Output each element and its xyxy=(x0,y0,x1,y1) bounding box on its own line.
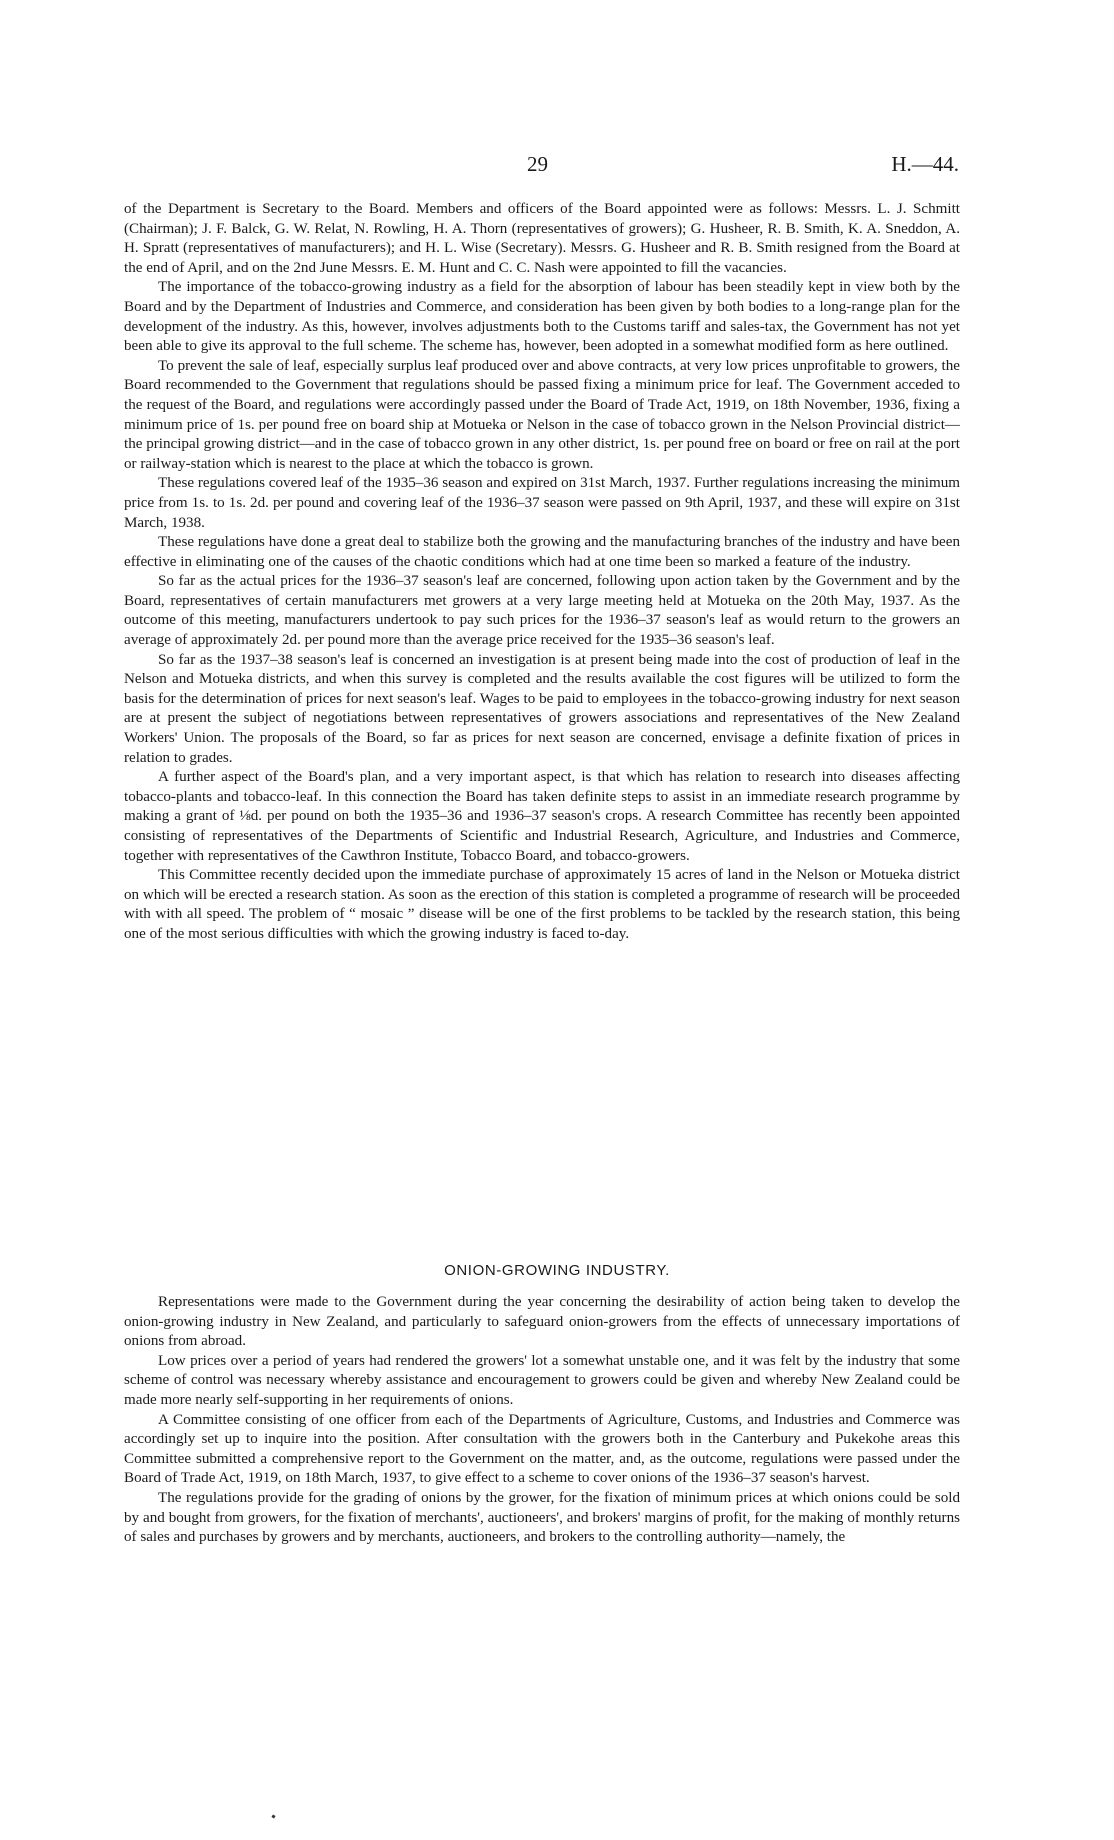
paragraph: These regulations have done a great deal to stabilize both the growing and the manufacturing branches of the industry and have been effective in eliminating one of the causes of the chaotic conditions which had at one time been so marked a feature of the industry. xyxy=(124,534,960,570)
page-number: 29 xyxy=(527,152,548,176)
paragraph: Low prices over a period of years had rendered the growers' lot a somewhat unstable one, and it was felt by the industry that some scheme of control was necessary whereby assistance and encouragement to growers could be given and whereby New Zealand could be made more nearly self-supporting in her requirements of onions. xyxy=(124,1352,960,1408)
paragraph: So far as the actual prices for the 1936–37 season's leaf are concerned, following upon action taken by the Government and by the Board, representatives of certain manufacturers met growers at a very large meeting held at Motueka on the 20th May, 1937. As the outcome of this meeting, manufacturers undertook to pay such prices for the 1936–37 season's leaf as would return to the growers an average of approximately 2d. per pound more than the average price received for the 1935–36 season's leaf. xyxy=(124,573,960,649)
paragraph: The regulations provide for the grading of onions by the grower, for the fixation of minimum prices at which onions could be sold by and bought from growers, for the fixation of merchants', auctioneers', and brokers' margins of profit, for the making of monthly returns of sales and purchases by growers and by merchants, auctioneers, and brokers to the controlling authority—namely, the xyxy=(124,1489,960,1546)
document-reference: H.—44. xyxy=(891,152,959,176)
paragraph: A further aspect of the Board's plan, and a very important aspect, is that which has relation to research into diseases affecting tobacco-plants and tobacco-leaf. In this connection the Board has taken definite steps to assist in an immediate research programme by making a grant of ⅛d. per pound on both the 1935–36 and 1936–37 season's crops. A research Committee has recently been appointed consisting of representatives of the Departments of Scientific and Industrial Research, Agriculture, and Industries and Commerce, together with representatives of the Cawthron Institute, Tobacco Board, and tobacco-growers. xyxy=(124,769,960,864)
paragraph: This Committee recently decided upon the immediate purchase of approximately 15 acres of land in the Nelson or Motueka district on which will be erected a research station. As soon as the erection of this station is completed a programme of research will be proceeded with with all speed. The problem of “ mosaic ” disease will be one of the first problems to be tackled by the research station, this being one of the most serious difficulties with which the growing industry is faced to-day. xyxy=(124,867,960,942)
paragraph: To prevent the sale of leaf, especially surplus leaf produced over and above contracts, at very low prices unprofitable to growers, the Board recommended to the Government that regulations should be passed fixing a minimum price for leaf. The Government acceded to the request of the Board, and regulations were accordingly passed under the Board of Trade Act, 1919, on 18th November, 1936, fixing a minimum price of 1s. per pound free on board ship at Motueka or Nelson in the case of tobacco grown in the Nelson Provincial district—the principal growing district—and in the case of tobacco grown in any other district, 1s. per pound free on board or free on rail at the port or railway-station which is nearest to the place at which the tobacco is grown. xyxy=(124,357,960,472)
paragraph: So far as the 1937–38 season's leaf is concerned an investigation is at present being made into the cost of production of leaf in the Nelson and Motueka districts, and when this survey is completed and the results available the cost figures will be utilized to form the basis for the determination of prices for next season's leaf. Wages to be paid to employees in the tobacco-growing industry for next season are at present the subject of negotiations between representatives of growers associations and representatives of the New Zealand Workers' Union. The proposals of the Board, so far as prices for next season are concerned, envisage a definite fixation of prices in relation to grades. xyxy=(124,651,960,766)
paragraph: Representations were made to the Government during the year concerning the desirability of action being taken to develop the onion-growing industry in New Zealand, and particularly to safeguard onion-growers from the effects of unnecessary importations of onions from abroad. xyxy=(124,1294,960,1350)
stray-ink-mark xyxy=(271,1814,275,1818)
paragraph: of the Department is Secretary to the Board. Members and officers of the Board appointed were as follows: Messrs. L. J. Schmitt (Chairman); J. F. Balck, G. W. Relat, N. Rowling, H. A. Thorn (representatives of growers); G. Husheer, R. B. Smith, K. A. Sneddon, A. H. Spratt (representatives of manufacturers); and H. L. Wise (Secretary). Messrs. G. Husheer and R. B. Smith resigned from the Board at the end of April, and on the 2nd June Messrs. E. M. Hunt and C. C. Nash were appointed to fill the vacancies. xyxy=(124,201,960,276)
onion-section-body xyxy=(124,1293,960,1548)
tobacco-section-body xyxy=(124,200,960,945)
section-heading: ONION-GROWING INDUSTRY. xyxy=(444,1262,670,1279)
paragraph: These regulations covered leaf of the 1935–36 season and expired on 31st March, 1937. Further regulations increasing the minimum price from 1s. to 1s. 2d. per pound and covering leaf of the 1936–37 season were passed on 9th April, 1937, and these will expire on 31st March, 1938. xyxy=(124,475,960,531)
paragraph: The importance of the tobacco-growing industry as a field for the absorption of labour has been steadily kept in view both by the Board and by the Department of Industries and Commerce, and consideration has been given by both bodies to a long-range plan for the development of the industry. As this, however, involves adjustments both to the Customs tariff and sales-tax, the Government has not yet been able to give its approval to the full scheme. The scheme has, however, been adopted in a somewhat modified form as here outlined. xyxy=(124,279,960,355)
paragraph: A Committee consisting of one officer from each of the Departments of Agriculture, Customs, and Industries and Commerce was accordingly set up to inquire into the position. After consultation with the growers both in the Canterbury and Pukekohe areas this Committee submitted a comprehensive report to the Government on the matter, and, as the outcome, regulations were passed under the Board of Trade Act, 1919, on 18th March, 1937, to give effect to a scheme to cover onions of the 1936–37 season's harvest. xyxy=(124,1411,960,1487)
